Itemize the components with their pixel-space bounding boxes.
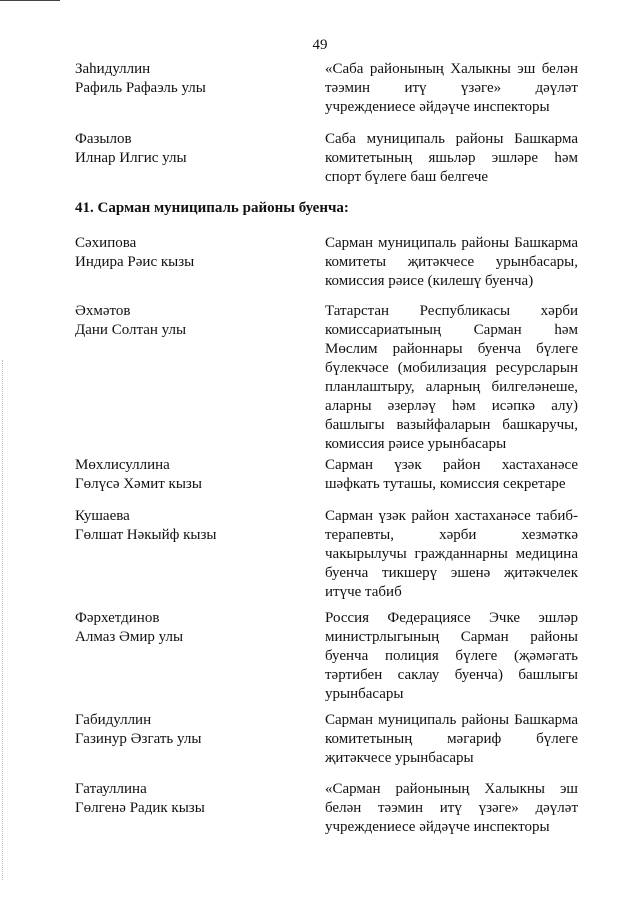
role-line: комиссия рәисе урынбасары <box>325 436 507 452</box>
role-line: буенча тикшерү эшенә җитәкчелек <box>325 565 578 581</box>
role-line: Татарстан Республикасы хәрби <box>325 303 578 319</box>
role-line: «Сарман районының Халыкны эш <box>325 781 578 797</box>
role-line: учреждениесе әйдәүче инспекторы <box>325 99 550 115</box>
role-line: башлыгы вазыйфаларын башкаручы, <box>325 417 578 433</box>
member-role <box>325 130 578 187</box>
member-person <box>75 507 305 545</box>
role-line: Сарман үзәк район хастаханәсе табиб- <box>325 508 578 524</box>
role-line: тәэмин итү үзәге» дәүләт <box>325 80 578 96</box>
member-person <box>75 234 305 272</box>
member-surname: Әхмәтов <box>75 303 131 319</box>
member-surname: Габидуллин <box>75 712 152 728</box>
role-line: чакырылучы гражданнарны медицина <box>325 546 578 562</box>
role-line: комитетының мәгариф бүлеге <box>325 731 578 747</box>
member-given-name: Гөлгенә Радик кызы <box>75 800 205 816</box>
member-person <box>75 456 305 494</box>
member-surname: Мөхлисуллина <box>75 457 170 473</box>
member-person <box>75 130 305 168</box>
member-given-name: Рафиль Рафаэль улы <box>75 80 206 96</box>
role-line: белән тәэмин итү үзәге» дәүләт <box>325 800 578 816</box>
member-person <box>75 609 305 647</box>
role-line: тәртибен саклау буенча) башлыгы <box>325 667 578 683</box>
member-surname: Кушаева <box>75 508 130 524</box>
role-line: комитеты җитәкчесе урынбасары, <box>325 254 578 270</box>
member-given-name: Газинур Әзгать улы <box>75 731 202 747</box>
margin-dots <box>2 360 4 880</box>
member-given-name: Гөлшат Нәкыйф кызы <box>75 527 217 543</box>
member-surname: Сәхипова <box>75 235 137 251</box>
role-line: учреждениесе әйдәүче инспекторы <box>325 819 550 835</box>
role-line: итүче табиб <box>325 584 402 600</box>
member-role <box>325 780 578 837</box>
member-given-name: Индира Рәис кызы <box>75 254 195 270</box>
role-line: урынбасары <box>325 686 404 702</box>
member-given-name: Дани Солтан улы <box>75 322 187 338</box>
role-line: шәфкать туташы, комиссия секретаре <box>325 476 566 492</box>
member-surname: Фазылов <box>75 131 132 147</box>
member-given-name: Алмаз Әмир улы <box>75 629 184 645</box>
member-person <box>75 60 305 98</box>
member-surname: Заһидуллин <box>75 61 151 77</box>
role-line: Сарман муниципаль районы Башкарма <box>325 712 578 728</box>
member-role <box>325 60 578 117</box>
role-line: Саба муниципаль районы Башкарма <box>325 131 578 147</box>
page-number: 49 <box>312 37 328 53</box>
member-role <box>325 234 578 291</box>
role-line: аларны әзерләү һәм исәпкә алу) <box>325 398 578 414</box>
member-role <box>325 609 578 704</box>
role-line: «Саба районының Халыкны эш белән <box>325 61 578 77</box>
member-person <box>75 780 305 818</box>
member-given-name: Гөлүсә Хәмит кызы <box>75 476 202 492</box>
role-line: министрлыгының Сарман районы <box>325 629 578 645</box>
member-role <box>325 302 578 454</box>
role-line: комиссия рәисе (килешү буенча) <box>325 273 534 289</box>
member-surname: Гатауллина <box>75 781 147 797</box>
member-person <box>75 711 305 749</box>
section-heading: 41. Сарман муниципаль районы буенча: <box>75 200 349 216</box>
role-line: Россия Федерациясе Эчке эшләр <box>325 610 578 626</box>
role-line: терапевты, хәрби хезмәткә <box>325 527 578 543</box>
role-line: буенча полиция бүлеге (җәмәгать <box>325 648 578 664</box>
member-given-name: Илнар Илгис улы <box>75 150 187 166</box>
member-role <box>325 711 578 768</box>
role-line: Сарман үзәк район хастаханәсе <box>325 457 578 473</box>
role-line: комитетының яшьләр эшләре һәм <box>325 150 578 166</box>
member-person <box>75 302 305 340</box>
role-line: планлаштыру, аларның билгеләнеше, <box>325 379 578 395</box>
role-line: комиссариатының Сарман һәм <box>325 322 578 338</box>
member-role <box>325 456 578 494</box>
role-line: Мөслим районнары буенча бүлеге <box>325 341 578 357</box>
role-line: җитәкчесе урынбасары <box>325 750 474 766</box>
member-role <box>325 507 578 602</box>
member-surname: Фәрхетдинов <box>75 610 160 626</box>
top-rule <box>0 0 60 1</box>
role-line: спорт бүлеге баш белгече <box>325 169 489 185</box>
role-line: Сарман муниципаль районы Башкарма <box>325 235 578 251</box>
role-line: бүлекчәсе (мобилизация ресурсларын <box>325 360 578 376</box>
